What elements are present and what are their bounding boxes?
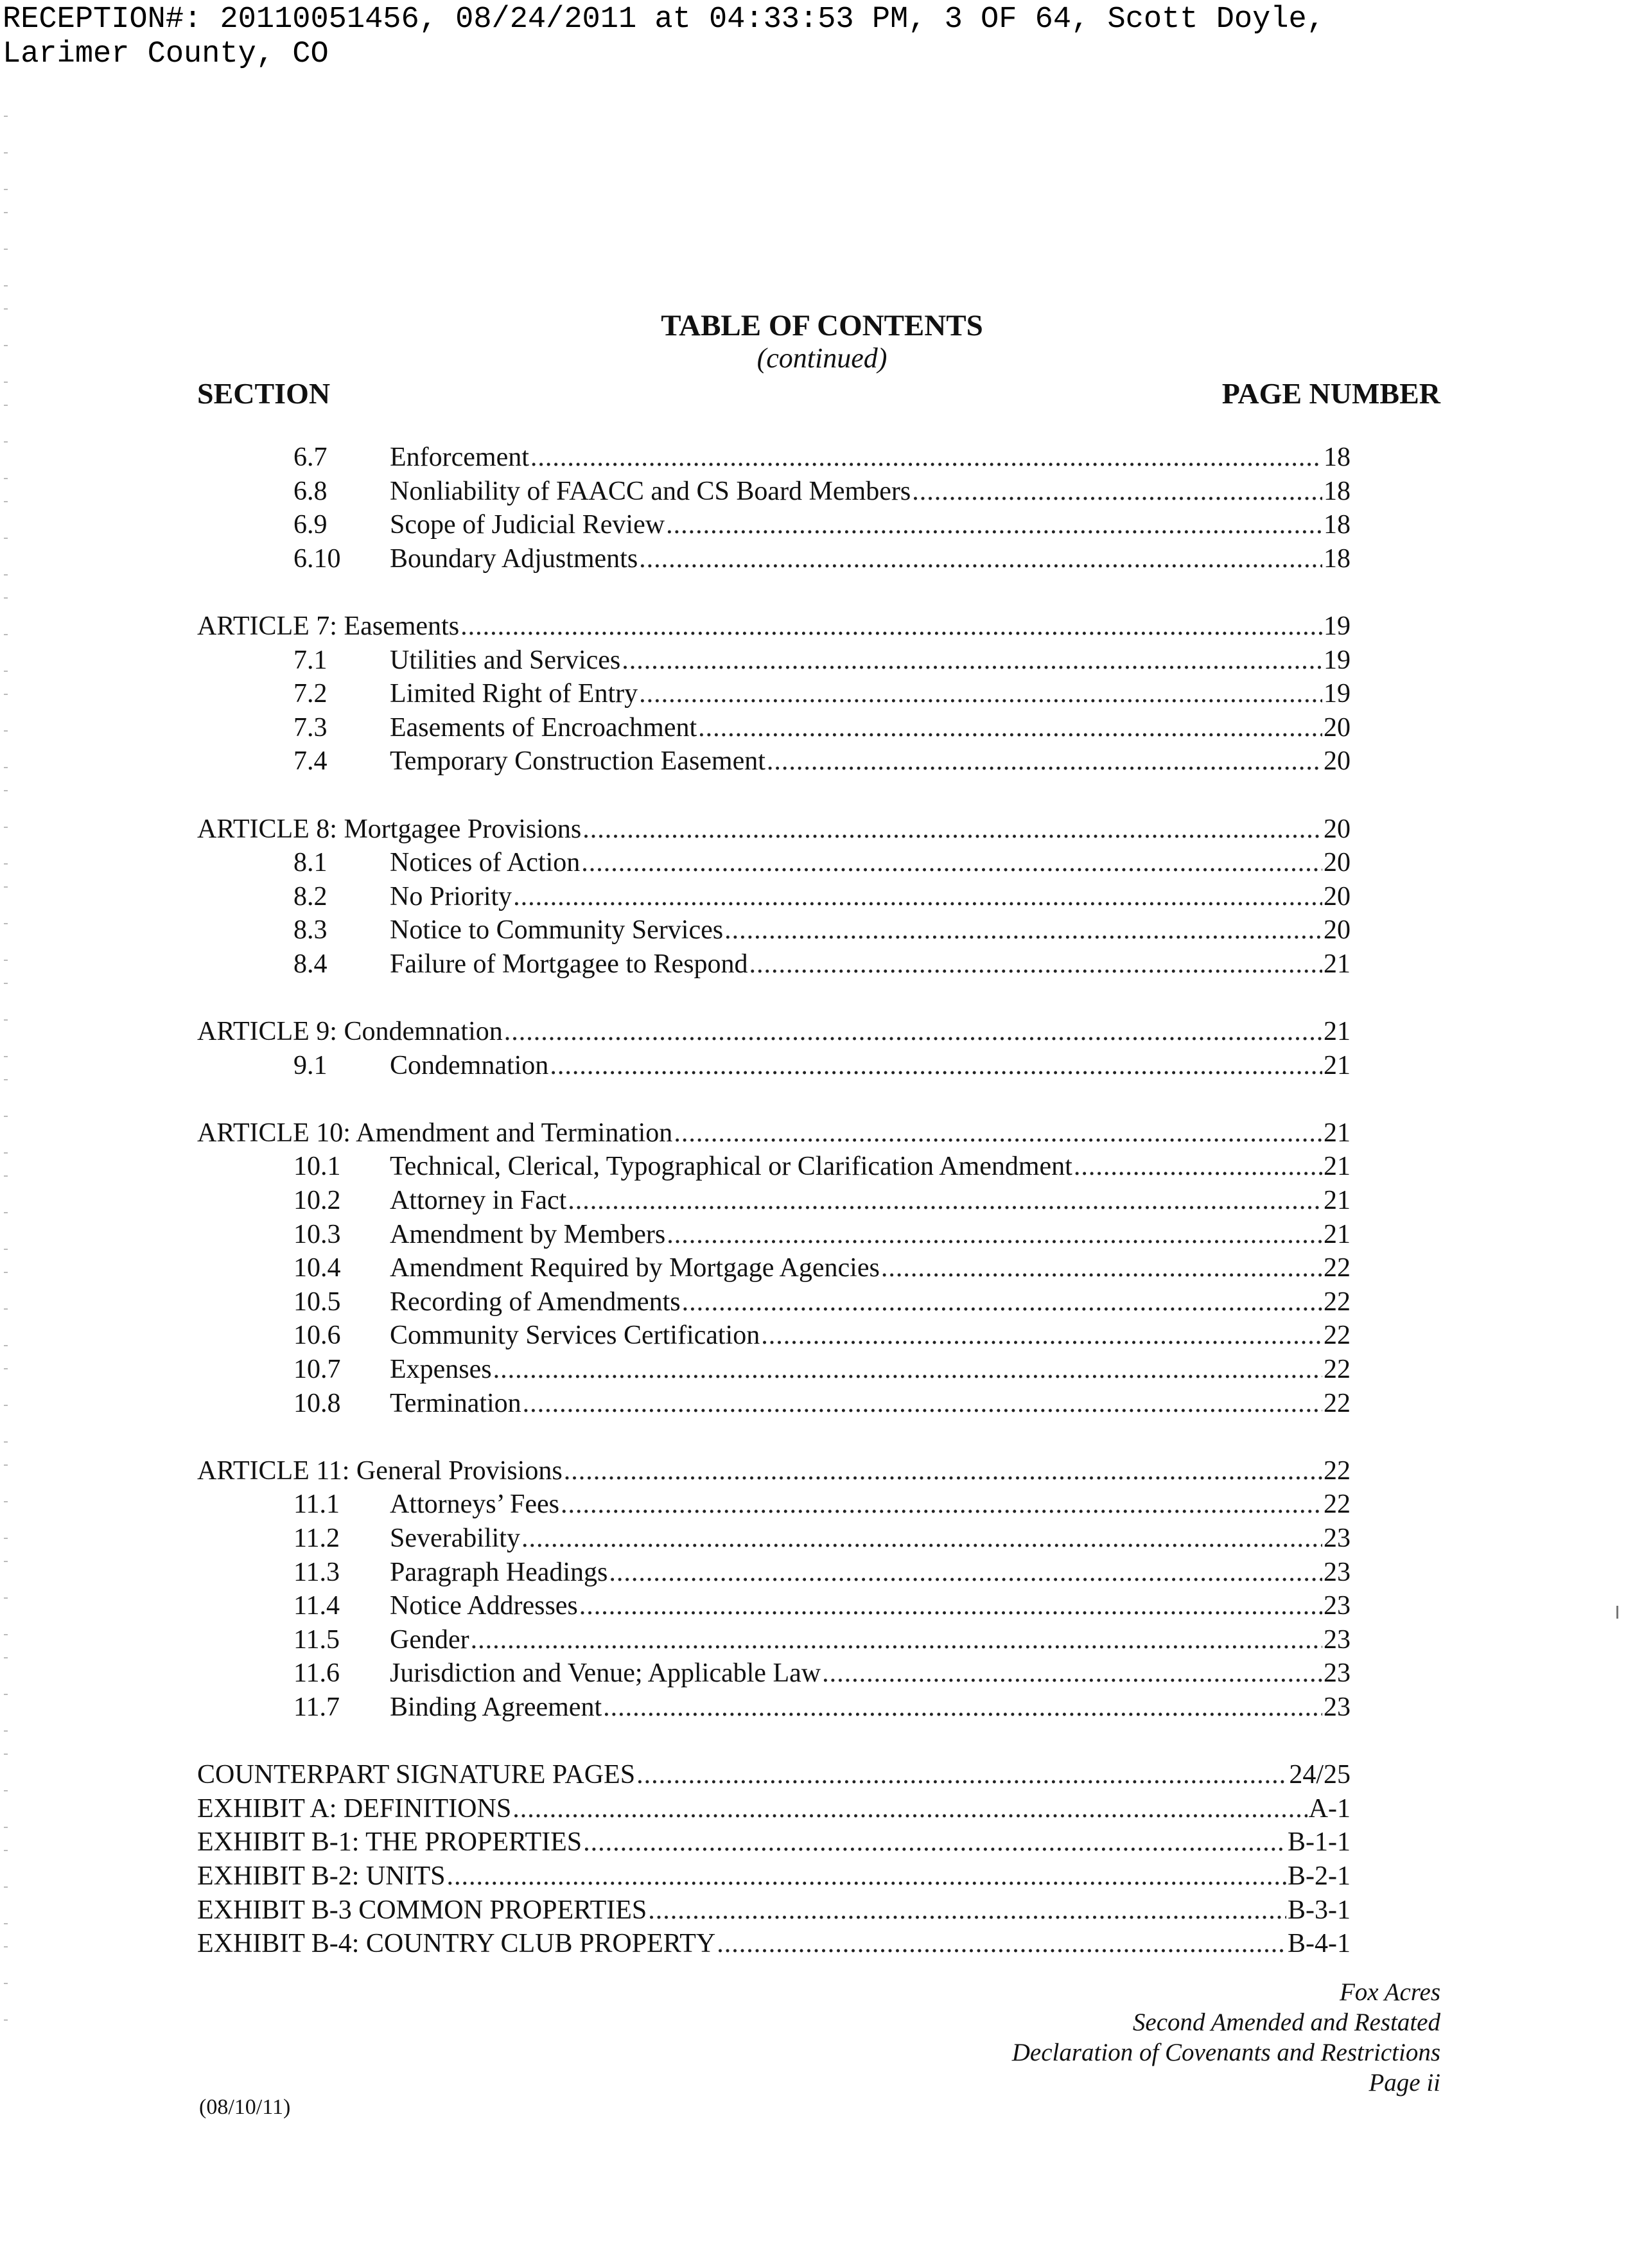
toc-section-entry[interactable] xyxy=(197,846,1351,880)
scan-speck xyxy=(4,1850,8,1851)
toc-section-entry[interactable] xyxy=(197,677,1351,711)
scan-speck xyxy=(4,1079,8,1080)
leader-dots xyxy=(460,610,1322,644)
scan-speck xyxy=(4,1441,8,1443)
leader-dots xyxy=(471,1623,1322,1657)
toc-section-number: 10.1 xyxy=(293,1152,341,1182)
toc-exhibit-entry[interactable] xyxy=(197,1859,1351,1894)
scan-speck xyxy=(4,1272,8,1273)
leader-dots xyxy=(674,1116,1322,1150)
scan-speck xyxy=(4,1694,8,1695)
toc-page-number: 20 xyxy=(1324,746,1351,777)
scan-speck xyxy=(4,1501,8,1502)
scan-speck xyxy=(4,1827,8,1828)
toc-page-number: 22 xyxy=(1324,1287,1351,1317)
leader-dots xyxy=(521,1522,1322,1556)
toc-section-title: Amendment by Members xyxy=(390,1219,666,1249)
scan-speck xyxy=(4,863,8,865)
toc-exhibit-title: EXHIBIT B-1: THE PROPERTIES xyxy=(197,1827,582,1858)
scan-speck xyxy=(4,790,8,791)
toc-section-number: 7.1 xyxy=(293,645,328,675)
toc-page-number: 20 xyxy=(1324,915,1351,945)
toc-page-number: 20 xyxy=(1324,712,1351,743)
toc-page-number: A-1 xyxy=(1308,1793,1351,1824)
toc-section-title: Scope of Judicial Review xyxy=(390,510,665,540)
toc-page-number: 21 xyxy=(1324,1152,1351,1182)
leader-dots xyxy=(912,475,1322,509)
toc-section-title: Attorneys’ Fees xyxy=(390,1490,559,1520)
scan-speck xyxy=(4,152,8,154)
leader-dots xyxy=(581,846,1322,880)
toc-section-title: Notice Addresses xyxy=(390,1591,578,1621)
page-number-column-header: PAGE NUMBER xyxy=(1221,377,1440,410)
scan-speck xyxy=(4,285,8,286)
footer-line-3: Declaration of Covenants and Restrictions xyxy=(1011,2039,1440,2066)
leader-dots xyxy=(550,1049,1322,1083)
leader-dots xyxy=(648,1894,1286,1928)
toc-section-title: No Priority xyxy=(390,881,512,911)
scan-speck xyxy=(4,671,8,672)
toc-section-number: 10.8 xyxy=(293,1388,341,1418)
toc-article-title: ARTICLE 10: Amendment and Termination xyxy=(197,1118,673,1148)
toc-page-number: 19 xyxy=(1324,611,1351,641)
toc-page-number: 22 xyxy=(1324,1455,1351,1486)
scan-speck xyxy=(4,960,8,961)
toc-section-title: Notices of Action xyxy=(390,848,581,878)
date-code: (08/10/11) xyxy=(199,2095,291,2119)
footer-line-2: Second Amended and Restated xyxy=(1132,2009,1440,2036)
toc-page-number: 22 xyxy=(1324,1355,1351,1385)
toc-section-entry[interactable] xyxy=(197,880,1351,914)
leader-dots xyxy=(512,1792,1307,1826)
scan-speck xyxy=(4,1019,8,1021)
scan-speck xyxy=(4,1983,8,1984)
toc-section-number: 11.4 xyxy=(293,1591,340,1621)
toc-section-entry[interactable] xyxy=(197,1488,1351,1522)
toc-exhibit-entry[interactable] xyxy=(197,1894,1351,1928)
scan-speck xyxy=(4,405,8,406)
toc-exhibit-title: EXHIBIT B-4: COUNTRY CLUB PROPERTY xyxy=(197,1929,716,1959)
leader-dots xyxy=(822,1657,1322,1691)
toc-section-number: 6.10 xyxy=(293,543,341,574)
scan-speck xyxy=(4,1308,8,1310)
toc-article-heading[interactable] xyxy=(197,1116,1351,1150)
toc-subtitle: (continued) xyxy=(756,342,888,374)
leader-dots xyxy=(582,813,1322,847)
document-footer xyxy=(1012,1977,1440,2098)
toc-group-gap xyxy=(197,1082,1351,1116)
leader-dots xyxy=(639,677,1322,711)
toc-section-number: 11.2 xyxy=(293,1524,340,1553)
scan-speck xyxy=(4,1464,8,1466)
toc-exhibit-entry[interactable] xyxy=(197,1927,1351,1961)
toc-section-entry[interactable] xyxy=(197,475,1351,509)
toc-section-entry[interactable] xyxy=(197,1150,1351,1184)
toc-section-title: Boundary Adjustments xyxy=(390,543,638,574)
scan-speck xyxy=(4,1561,8,1562)
toc-page-number: 22 xyxy=(1324,1490,1351,1520)
toc-exhibit-title: COUNTERPART SIGNATURE PAGES xyxy=(197,1760,636,1790)
leader-dots xyxy=(609,1556,1322,1590)
toc-article-heading[interactable] xyxy=(197,1015,1351,1049)
toc-section-number: 11.1 xyxy=(293,1490,340,1520)
toc-section-title: Jurisdiction and Venue; Applicable Law xyxy=(390,1658,821,1689)
toc-section-number: 11.3 xyxy=(293,1557,340,1587)
toc-section-number: 11.6 xyxy=(293,1658,340,1689)
toc-exhibit-title: EXHIBIT B-2: UNITS xyxy=(197,1861,446,1891)
toc-section-number: 9.1 xyxy=(293,1050,328,1080)
scan-speck xyxy=(4,249,8,250)
scan-speck xyxy=(4,1597,8,1599)
toc-section-title: Binding Agreement xyxy=(390,1692,602,1722)
scan-speck xyxy=(4,983,8,984)
scan-speck xyxy=(4,1249,8,1250)
toc-section-entry[interactable] xyxy=(197,441,1351,475)
toc-section-number: 7.4 xyxy=(293,746,328,777)
scan-speck xyxy=(4,1345,8,1346)
toc-section-title: Gender xyxy=(390,1624,469,1655)
toc-section-title: Enforcement xyxy=(390,443,529,472)
leader-dots xyxy=(667,1218,1322,1252)
toc-page-number: 18 xyxy=(1324,443,1351,472)
toc-section-entry[interactable] xyxy=(197,744,1351,778)
toc-page-number: 20 xyxy=(1324,881,1351,911)
toc-section-number: 8.2 xyxy=(293,881,328,911)
toc-section-title: Community Services Certification xyxy=(390,1321,760,1351)
scan-speck xyxy=(4,827,8,828)
toc-exhibit-entry[interactable] xyxy=(197,1792,1351,1826)
toc-section-number: 10.3 xyxy=(293,1219,341,1249)
scan-speck xyxy=(4,1405,8,1406)
toc-page-number: B-2-1 xyxy=(1288,1861,1351,1891)
toc-page-number: 21 xyxy=(1324,1017,1351,1047)
toc-section-number: 10.4 xyxy=(293,1253,341,1283)
toc-title: TABLE OF CONTENTS xyxy=(661,309,983,342)
scan-speck xyxy=(4,1790,8,1791)
scan-speck xyxy=(4,1754,8,1755)
scan-speck xyxy=(4,116,8,117)
toc-section-title: Utilities and Services xyxy=(390,645,621,675)
toc-section-title: Amendment Required by Mortgage Agencies xyxy=(390,1253,880,1283)
scan-speck xyxy=(4,441,8,443)
toc-section-entry[interactable] xyxy=(197,1522,1351,1556)
scan-speck xyxy=(4,574,8,576)
scan-speck xyxy=(4,1116,8,1117)
toc-section-number: 10.2 xyxy=(293,1186,341,1216)
toc-section-entry[interactable] xyxy=(197,1319,1351,1353)
leader-dots xyxy=(717,1927,1286,1961)
leader-dots xyxy=(568,1184,1322,1218)
toc-article-heading[interactable] xyxy=(197,1454,1351,1488)
scan-speck xyxy=(4,1212,8,1213)
toc-section-title: Notice to Community Services xyxy=(390,915,724,945)
toc-article-title: ARTICLE 8: Mortgagee Provisions xyxy=(197,814,582,844)
leader-dots xyxy=(622,644,1322,678)
toc-section-number: 7.2 xyxy=(293,679,328,709)
toc-section-number: 6.7 xyxy=(293,443,328,472)
scan-speck xyxy=(4,694,8,695)
toc-article-heading[interactable] xyxy=(197,610,1351,644)
toc-page-number: 20 xyxy=(1324,848,1351,878)
toc-section-entry[interactable] xyxy=(197,1589,1351,1623)
leader-dots xyxy=(698,711,1322,745)
toc-section-number: 8.4 xyxy=(293,949,328,979)
toc-page-number: 20 xyxy=(1324,814,1351,844)
toc-section-number: 6.9 xyxy=(293,510,328,540)
scan-speck xyxy=(4,767,8,768)
leader-dots xyxy=(603,1691,1322,1725)
toc-section-title: Nonliability of FAACC and CS Board Members xyxy=(390,476,911,506)
toc-article-title: ARTICLE 9: Condemnation xyxy=(197,1017,503,1047)
toc-section-entry[interactable] xyxy=(197,1285,1351,1319)
toc-section-number: 8.3 xyxy=(293,915,328,945)
toc-group-gap xyxy=(197,981,1351,1015)
toc-section-entry[interactable] xyxy=(197,644,1351,678)
toc-section-title: Termination xyxy=(390,1388,521,1418)
toc-page-number: 18 xyxy=(1324,543,1351,574)
scan-speck xyxy=(4,1730,8,1732)
scan-speck xyxy=(4,1368,8,1369)
toc-section-number: 11.7 xyxy=(293,1692,340,1722)
footer-page-label: Page ii xyxy=(1369,2069,1440,2097)
toc-page-number: 21 xyxy=(1324,1118,1351,1148)
leader-dots xyxy=(564,1454,1322,1488)
toc-page-number: B-1-1 xyxy=(1288,1827,1351,1858)
toc-section-entry[interactable] xyxy=(197,1184,1351,1218)
toc-section-entry[interactable] xyxy=(197,1353,1351,1387)
toc-group-gap xyxy=(197,1725,1351,1759)
toc-section-title: Recording of Amendments xyxy=(390,1287,681,1317)
leader-dots xyxy=(767,744,1322,778)
leader-dots xyxy=(636,1758,1288,1792)
toc-section-entry[interactable] xyxy=(197,1623,1351,1657)
scan-speck xyxy=(4,1923,8,1924)
toc-section-number: 11.5 xyxy=(293,1624,340,1655)
scan-speck xyxy=(4,923,8,924)
leader-dots xyxy=(1074,1150,1322,1184)
leader-dots xyxy=(666,508,1322,542)
toc-section-title: Condemnation xyxy=(390,1050,549,1080)
scan-speck xyxy=(4,1056,8,1057)
scan-speck xyxy=(4,1538,8,1539)
toc-section-entry[interactable] xyxy=(197,1556,1351,1590)
reception-stamp xyxy=(3,3,1325,72)
leader-dots xyxy=(561,1488,1322,1522)
toc-article-title: ARTICLE 7: Easements xyxy=(197,611,460,641)
toc-section-entry[interactable] xyxy=(197,1657,1351,1691)
scan-speck xyxy=(4,634,8,635)
leader-dots xyxy=(881,1251,1322,1285)
scan-speck xyxy=(4,2019,8,2021)
scan-speck xyxy=(4,1175,8,1177)
toc-section-number: 10.7 xyxy=(293,1355,341,1385)
leader-dots xyxy=(530,441,1322,475)
toc-page-number: 21 xyxy=(1324,1050,1351,1080)
toc-section-entry[interactable] xyxy=(197,542,1351,576)
toc-section-entry[interactable] xyxy=(197,947,1351,981)
scan-edge-marks xyxy=(4,116,14,2043)
toc-page-number: 23 xyxy=(1324,1658,1351,1689)
scan-speck xyxy=(4,1657,8,1658)
toc-page-number: 22 xyxy=(1324,1253,1351,1283)
toc-group-gap xyxy=(197,576,1351,610)
scan-speck xyxy=(4,1152,8,1154)
toc-page-number: 23 xyxy=(1324,1692,1351,1722)
leader-dots xyxy=(583,1825,1286,1859)
toc-page-number: 18 xyxy=(1324,476,1351,506)
toc-page-number: 23 xyxy=(1324,1524,1351,1553)
leader-dots xyxy=(682,1285,1322,1319)
scan-speck xyxy=(4,382,8,383)
scan-speck xyxy=(4,886,8,888)
leader-dots xyxy=(447,1859,1286,1894)
leader-dots xyxy=(504,1015,1322,1049)
toc-section-title: Limited Right of Entry xyxy=(390,679,638,709)
toc-page-number: 24/25 xyxy=(1289,1760,1351,1790)
scan-speck xyxy=(4,1634,8,1635)
scan-speck xyxy=(4,212,8,213)
toc-section-entry[interactable] xyxy=(197,913,1351,947)
toc-section-number: 6.8 xyxy=(293,476,328,506)
leader-dots xyxy=(523,1387,1322,1421)
scan-speck xyxy=(4,478,8,479)
footer-line-1: Fox Acres xyxy=(1339,1978,1440,2006)
toc-page-number: 18 xyxy=(1324,510,1351,540)
leader-dots xyxy=(639,542,1322,576)
toc-section-title: Technical, Clerical, Typographical or Clarification Amendment xyxy=(390,1152,1072,1182)
toc-section-number: 10.6 xyxy=(293,1321,341,1351)
toc-group-gap xyxy=(197,778,1351,813)
toc-section-entry[interactable] xyxy=(197,508,1351,542)
leader-dots xyxy=(513,880,1322,914)
leader-dots xyxy=(724,913,1322,947)
toc-page-number: 21 xyxy=(1324,1186,1351,1216)
toc-section-entry[interactable] xyxy=(197,1049,1351,1083)
toc-exhibit-entry[interactable] xyxy=(197,1758,1351,1792)
scan-speck xyxy=(4,730,8,732)
toc-section-title: Failure of Mortgagee to Respond xyxy=(390,949,748,979)
scan-mark xyxy=(1616,1606,1618,1619)
toc-article-title: ARTICLE 11: General Provisions xyxy=(197,1455,563,1486)
leader-dots xyxy=(761,1319,1322,1353)
toc-section-title: Attorney in Fact xyxy=(390,1186,567,1216)
scan-speck xyxy=(4,538,8,539)
toc-page-number: 19 xyxy=(1324,679,1351,709)
toc-section-title: Expenses xyxy=(390,1355,492,1385)
scan-speck xyxy=(4,597,8,599)
toc-page-number: 22 xyxy=(1324,1321,1351,1351)
toc-page-number: B-3-1 xyxy=(1288,1895,1351,1925)
toc-page-number: 19 xyxy=(1324,645,1351,675)
toc-section-number: 7.3 xyxy=(293,712,328,743)
toc-section-entry[interactable] xyxy=(197,1218,1351,1252)
toc-page-number: 23 xyxy=(1324,1557,1351,1587)
leader-dots xyxy=(749,947,1322,981)
scan-speck xyxy=(4,189,8,190)
toc-section-title: Temporary Construction Easement xyxy=(390,746,765,777)
toc-section-number: 8.1 xyxy=(293,848,328,878)
toc-page-number: 22 xyxy=(1324,1388,1351,1418)
toc-section-entry[interactable] xyxy=(197,1251,1351,1285)
reception-line-1: RECEPTION#: 20110051456, 08/24/2011 at 04:33:53 PM, 3 OF 64, Scott Doyle, xyxy=(3,3,1325,37)
reception-line-2: Larimer County, CO xyxy=(3,37,329,71)
scan-speck xyxy=(4,501,8,502)
toc-section-entry[interactable] xyxy=(197,711,1351,745)
toc-exhibit-entry[interactable] xyxy=(197,1825,1351,1859)
toc-section-title: Paragraph Headings xyxy=(390,1557,608,1587)
section-column-header: SECTION xyxy=(197,377,331,410)
toc-section-entry[interactable] xyxy=(197,1691,1351,1725)
scan-speck xyxy=(4,1946,8,1947)
toc-page-number: 23 xyxy=(1324,1591,1351,1621)
toc-exhibit-title: EXHIBIT B-3 COMMON PROPERTIES xyxy=(197,1895,647,1925)
toc-article-heading[interactable] xyxy=(197,813,1351,847)
toc-group-gap xyxy=(197,1420,1351,1454)
toc-page-number: 23 xyxy=(1324,1624,1351,1655)
toc-section-title: Easements of Encroachment xyxy=(390,712,697,743)
toc-section-entry[interactable] xyxy=(197,1387,1351,1421)
toc-section-title: Severability xyxy=(390,1524,520,1553)
leader-dots xyxy=(579,1589,1322,1623)
toc-page-number: 21 xyxy=(1324,949,1351,979)
toc-section-number: 10.5 xyxy=(293,1287,341,1317)
toc-page-number: 21 xyxy=(1324,1219,1351,1249)
toc-page-number: B-4-1 xyxy=(1288,1929,1351,1959)
toc-exhibit-title: EXHIBIT A: DEFINITIONS xyxy=(197,1793,512,1824)
scan-speck xyxy=(4,1886,8,1888)
leader-dots xyxy=(493,1353,1322,1387)
toc-list xyxy=(197,441,1351,1961)
